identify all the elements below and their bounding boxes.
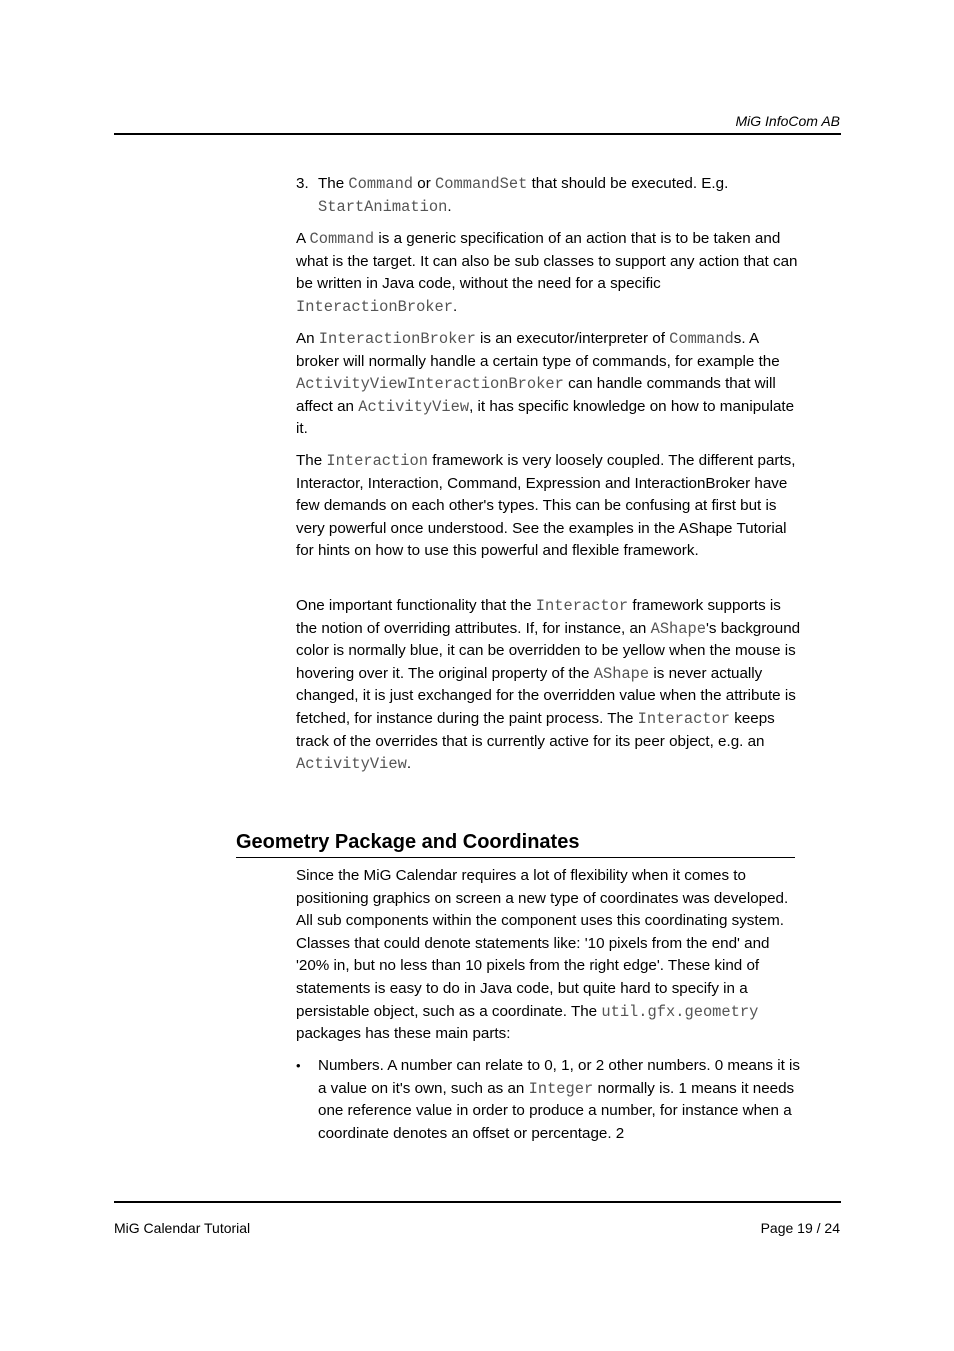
- code-run: Command: [669, 330, 734, 348]
- text-run: An: [296, 330, 319, 347]
- text-run: normally is. 1 means it needs one reference value in order to produce a number, for instance when a coordinate denotes an offset or percentage. 2: [318, 1079, 795, 1142]
- code-run: Command: [348, 175, 414, 193]
- footer-document-title: MiG Calendar Tutorial: [114, 1220, 251, 1236]
- text-run: .: [406, 755, 412, 773]
- text-run: A: [296, 230, 310, 247]
- code-run: Interactor: [637, 709, 731, 728]
- code-run: Command: [309, 230, 375, 248]
- paragraph-overriding-attributes: [296, 595, 801, 776]
- text-run: packages has these main parts:: [296, 1025, 511, 1043]
- text-run: can handle commands that will affect an: [296, 375, 776, 415]
- code-run: AShape: [650, 619, 706, 638]
- code-run: ActivityView: [358, 397, 470, 416]
- code-run: Interaction: [326, 452, 428, 470]
- code-run: Interactor: [535, 597, 629, 615]
- numbered-list-item-3: [296, 173, 801, 218]
- text-run: framework supports is the notion of overriding attributes. If, for instance, an: [296, 597, 781, 637]
- footer-divider: [114, 1201, 841, 1203]
- paragraph-interaction-broker: [296, 328, 801, 441]
- text-run: that should be executed. E.g.: [527, 175, 729, 192]
- code-run: util.gfx.geometry: [601, 1002, 759, 1021]
- text-run: Since the MiG Calendar requires a lot of flexibility when it comes to positioning graphics on screen a new type of coordinates was developed. All sub components within the component uses this coordinating system. Classes that could denote statements like: '10 pixels from the end' and '20% in, but no less than 10 pixels from the right edge'. These kind of statements is easy to do in Java code, but quite hard to specify in a persistable object, such as a coordinate. The: [296, 867, 789, 1020]
- text-run: keeps track of the overrides that is currently active for its peer object, e.g. an: [296, 709, 775, 750]
- code-run: ActivityView: [296, 755, 407, 774]
- list-item-text: [318, 173, 801, 218]
- section-heading: Geometry Package and Coordinates: [236, 830, 795, 858]
- code-run: AShape: [593, 664, 650, 683]
- text-run: or: [413, 175, 435, 192]
- text-run: 's background color is normally blue, it can be overridden to be yellow when the mouse is hovering over it. The original property of the: [296, 619, 801, 682]
- list-number: 3.: [296, 175, 309, 192]
- code-run: Integer: [528, 1079, 594, 1098]
- code-run: StartAnimation: [318, 197, 448, 216]
- code-run: CommandSet: [435, 175, 528, 193]
- text-run: Numbers. A number can relate to 0, 1, or 2 other numbers. 0 means it is a value on it's own, such as an: [318, 1057, 801, 1097]
- text-run: The: [318, 175, 349, 192]
- text-run: , it has specific knowledge on how to manipulate it.: [296, 397, 795, 438]
- bullet-marker: •: [296, 1058, 301, 1073]
- text-run: The: [296, 452, 327, 469]
- text-run: One important functionality that the: [296, 597, 536, 614]
- paragraph-command: [296, 228, 801, 318]
- text-run: is never actually changed, it is just exchanged for the overridden value when the attribute is fetched, for instance during the paint process. The: [296, 664, 796, 727]
- paragraph-interaction-framework: [296, 450, 801, 563]
- footer-page-number: Page 19 / 24: [760, 1220, 840, 1236]
- code-run: ActivityViewInteractionBroker: [296, 375, 564, 394]
- text-run: framework is very loosely coupled. The different parts, Interactor, Interaction, Command, Expression and InteractionBroker have few demands on each other's types. This can be confusing at first but is very powerful once understood. See the examples in the AShape Tutorial for hints on how to use this powerful and flexible framework.: [296, 452, 796, 560]
- text-run: s. A broker will normally handle a certain type of commands, for example the: [296, 330, 780, 370]
- code-run: InteractionBroker: [318, 330, 476, 348]
- code-run: InteractionBroker: [296, 297, 454, 316]
- bullet-list-item-numbers: [296, 1055, 801, 1145]
- header-divider: [114, 133, 841, 135]
- header-company-name: MiG InfoCom AB: [735, 113, 840, 129]
- paragraph-geometry-intro: [296, 865, 801, 1046]
- text-run: is an executor/interpreter of: [475, 330, 670, 347]
- text-run: .: [453, 297, 458, 315]
- bullet-item-text: [318, 1055, 801, 1145]
- text-run: .: [447, 197, 452, 215]
- text-run: is a generic specification of an action that is to be taken and what is the target. It can also be sub classes to support any action that can be written in Java code, without the need for a specific: [296, 230, 798, 293]
